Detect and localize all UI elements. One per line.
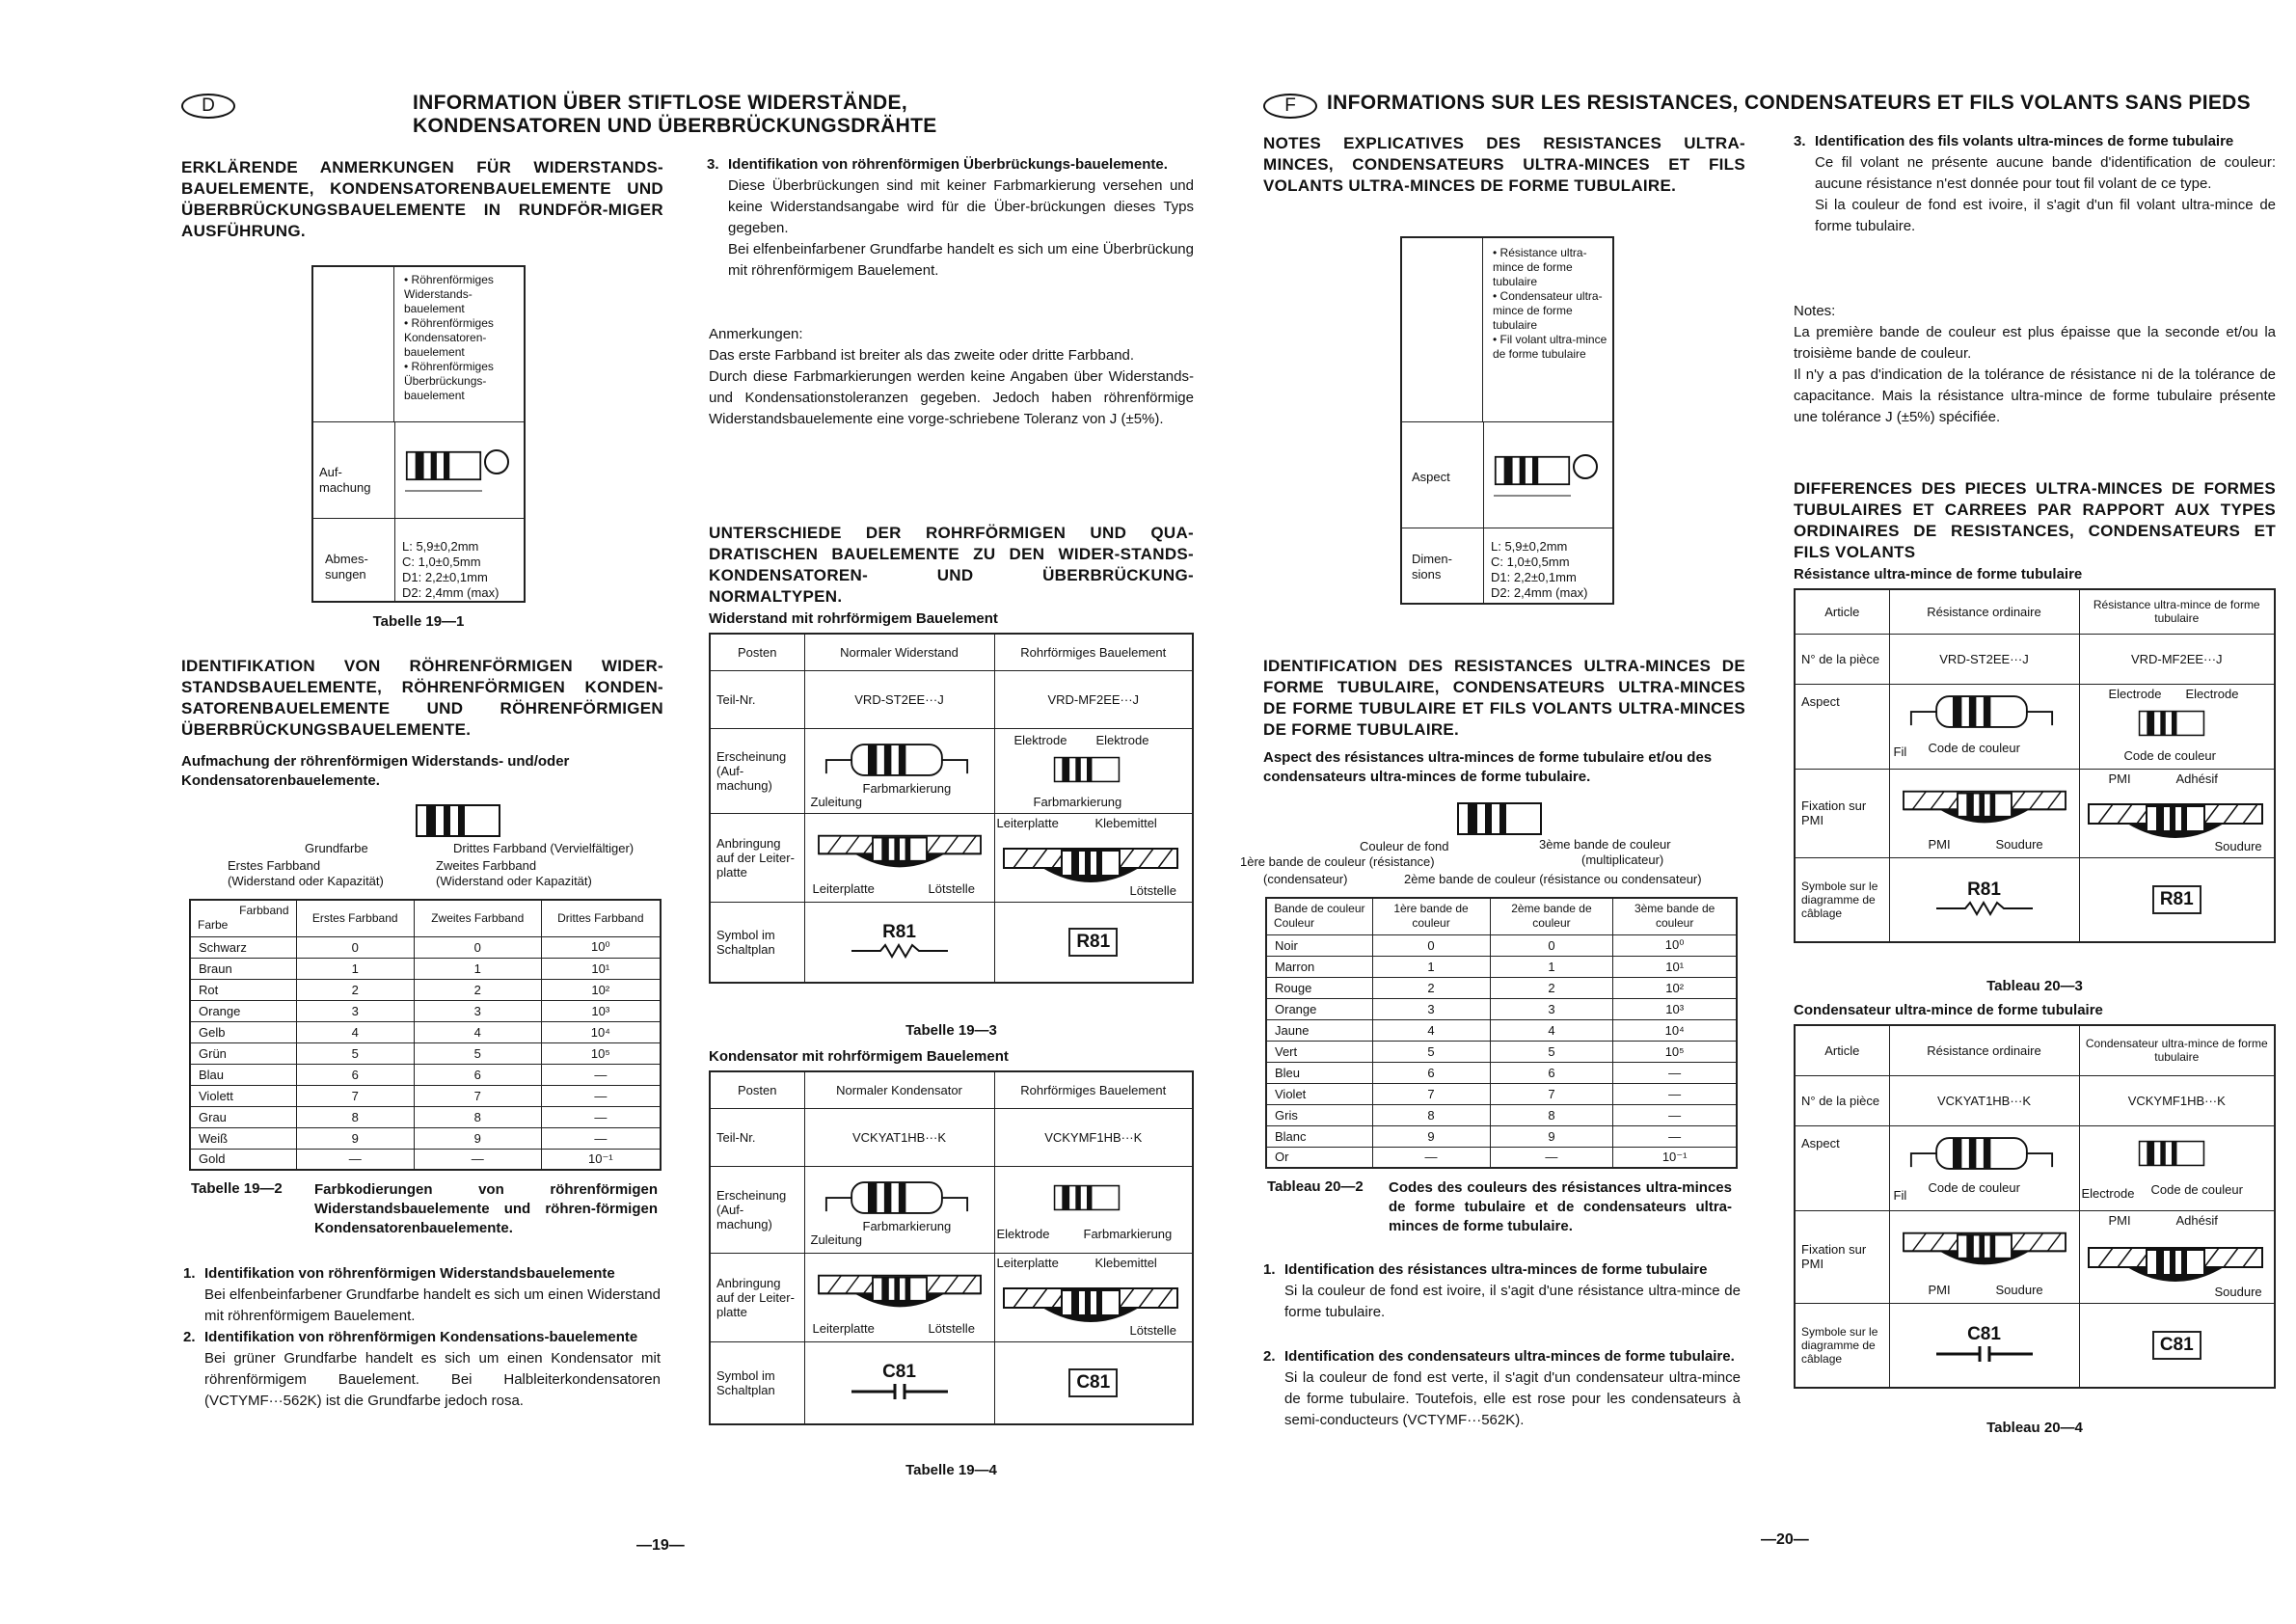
capacitor-symbol-label: C81 — [882, 1362, 916, 1383]
table-row — [190, 958, 661, 979]
table-cell: 10⁻¹ — [541, 1149, 661, 1170]
table-cell: — — [414, 1149, 541, 1170]
table-cell: 10² — [1613, 977, 1737, 998]
table-cell: — — [296, 1149, 414, 1170]
caption-table-19-1: Tabelle 19—1 — [372, 613, 465, 630]
table-cell: 9 — [1372, 1125, 1490, 1147]
color-table-header: Erstes Farbband — [296, 900, 414, 936]
table-cell: Schwarz — [190, 936, 296, 958]
normal-capacitor-drawing — [824, 1175, 969, 1223]
comparison-table-20-4: Article Résistance ordinaire Condensateur ultra-mince de forme tubulaire N° de la pièce VCKYAT1HB···K VCKYMF1HB···K Aspect Fil Code de couleur Electrode Code de couleur Fixation sur PMI PMI Soudure PMI Adhésif Soudure Symbole sur le diagramme de câblage C81 C81 — [1794, 1024, 2276, 1389]
table-20-1-row-aspect: Aspect — [1412, 470, 1450, 484]
table-cell: Rot — [190, 979, 296, 1000]
table-row — [190, 1021, 661, 1042]
caption-table-19-4: Tabelle 19—4 — [905, 1462, 997, 1478]
caption-table-19-2-text: Farbkodierungen von röhrenförmigen Widerstandsbauelemente und röhren-förmigen Kondensatorenbauelemente. — [314, 1181, 658, 1236]
table-cell: Noir — [1266, 934, 1372, 956]
table-cell: 9 — [296, 1127, 414, 1149]
table-cell: 8 — [1372, 1104, 1490, 1125]
heading-explanatory-notes: NOTES EXPLICATIVES DES RESISTANCES ULTRA-MINCES, CONDENSATEURS ULTRA-MINCES ET FILS VOLANTS ULTRA-MINCES DE FORME TUBULAIRE. — [1263, 134, 1745, 195]
color-table-header: Drittes Farbband — [541, 900, 661, 936]
comparison-table-20-3: Article Résistance ordinaire Résistance ultra-mince de forme tubulaire N° de la pièce VRD-ST2EE···J VRD-MF2EE···J Aspect Fil Code de couleur Electrode Electrode Code de couleur Fixation sur PMI PMI Soudure PMI Adhésif Soudure Symbole sur le diagramme de câblage R81 R81 — [1794, 588, 2276, 943]
resistor-symbol-label: R81 — [1967, 880, 2001, 901]
list-item-2: 2. Identifikation von röhrenförmigen Kondensations-bauelemente Bei grüner Grundfarbe handelt es sich um einen Kondensator mit röhrenförmigem Bauelement. Bei Halbleiterkondensatoren (VCTYMF···562K) ist die Grundfarbe jedoch rosa. — [183, 1329, 661, 1409]
table-cell: 8 — [1490, 1104, 1613, 1125]
table-row — [190, 1085, 661, 1106]
page-number: —19— — [636, 1537, 685, 1554]
label-third-band: Drittes Farbband (Vervielfältiger) — [453, 841, 635, 855]
color-code-table-20-2 — [1265, 897, 1738, 1169]
notes-block: Anmerkungen: Das erste Farbband ist breiter als das zweite oder dritte Farbband. Durch diese Farbmarkierungen werden keine Angaben über Widerstands- und Kondensationstoleranzen gegeben. Jedoch haben röhrenförmige Widerstandsbauelemente eine vorge-schriebene Toleranz von J (±5%). — [709, 326, 1194, 427]
table-cell: 3 — [414, 1000, 541, 1021]
table-row — [190, 1064, 661, 1085]
table-row — [1266, 1083, 1737, 1104]
table-cell: 2 — [1490, 977, 1613, 998]
table-cell: 1 — [1372, 956, 1490, 977]
color-band-tube-drawing — [415, 798, 501, 843]
table-20-1-types: • Résistance ultra-mince de forme tubulaire • Condensateur ultra-mince de forme tubulaire • Fil volant ultra-mince de forme tubulaire — [1493, 246, 1607, 361]
table-cell: Jaune — [1266, 1019, 1372, 1041]
table-cell: — — [1613, 1062, 1737, 1083]
table-cell: 9 — [414, 1127, 541, 1149]
table-cell: 10⁰ — [541, 936, 661, 958]
list-item-3: 3. Identifikation von röhrenförmigen Überbrückungs-bauelemente. Diese Überbrückungen sind mit keiner Farbmarkierung versehen und keine Widerstandsangabe wird für die Über-brückungen dieses Typs gegeben. Bei elfenbeinfarbener Grundfarbe handelt es sich um eine Überbrückung mit röhrenförmigem Bauelement. — [707, 156, 1194, 279]
table-cell: — — [1613, 1083, 1737, 1104]
label-first-band-sub: (condensateur) — [1263, 872, 1348, 886]
tubular-capacitor-drawing — [2138, 1136, 2205, 1171]
color-band-tube-drawing — [1456, 797, 1543, 841]
label-first-band: 1ère bande de couleur (résistance) — [1240, 854, 1435, 869]
heading-explanatory-notes: ERKLÄRENDE ANMERKUNGEN FÜR WIDERSTANDS-BAUELEMENTE, KONDENSATORENBAUELEMENTE UND ÜBERBRÜCKUNGSBAUELEMENTE IN RUNDFÖR-MIGER AUSFÜHRUNG. — [181, 158, 663, 240]
table-cell: 7 — [1372, 1083, 1490, 1104]
table-19-1 — [311, 265, 526, 603]
page-title-line2: KONDENSATOREN UND ÜBERBRÜCKUNGSDRÄHTE — [413, 115, 937, 137]
heading-identification: IDENTIFIKATION VON RÖHRENFÖRMIGEN WIDER-STANDSBAUELEMENTE, RÖHRENFÖRMIGEN KONDEN-SATORENBAUELEMENTE UND RÖHRENFÖRMIGEN ÜBERBRÜCKUNGSBAUELEMENTE. — [181, 657, 663, 739]
label-second-band-sub: (Widerstand oder Kapazität) — [436, 874, 592, 888]
caption-table-19-2-label: Tabelle 19—2 — [191, 1180, 283, 1197]
label-third-band: 3ème bande de couleur — [1539, 837, 1671, 852]
page-title: INFORMATIONS SUR LES RESISTANCES, CONDENSATEURS ET FILS VOLANTS SANS PIEDS — [1327, 92, 2251, 114]
tubular-capacitor-symbol: C81 — [1068, 1368, 1118, 1397]
table-cell: Weiß — [190, 1127, 296, 1149]
label-first-band-sub: (Widerstand oder Kapazität) — [228, 874, 384, 888]
normal-resistor-mounting — [813, 818, 986, 872]
label-second-band: Zweites Farbband — [436, 858, 537, 873]
table-row — [190, 936, 661, 958]
table-cell: — — [1372, 1147, 1490, 1168]
table-20-1 — [1400, 236, 1614, 605]
subheading-capacitor: Condensateur ultra-mince de forme tubulaire — [1794, 1002, 2103, 1018]
table-row — [190, 1106, 661, 1127]
normal-resistor-drawing — [824, 737, 969, 785]
notes-block: Notes: La première bande de couleur est plus épaisse que la seconde et/ou la troisième bande de couleur. Il n'y a pas d'indication de la tolérance de résistance ni de la tolérance de capacitance. Mais la résistance ultra-mince de forme tubulaire présente une tolérance J (±5%) spécifiée. — [1794, 303, 2276, 425]
tube-dimension-drawing — [405, 441, 511, 499]
tubular-resistor-symbol: R81 — [2152, 885, 2201, 914]
table-cell: 8 — [296, 1106, 414, 1127]
caption-table-20-2-text: Codes des couleurs des résistances ultra-minces de forme tubulaire et de condensateurs ultra-minces de forme tubulaire. — [1389, 1179, 1732, 1234]
label-third-band-sub: (multiplicateur) — [1581, 853, 1664, 867]
table-cell: 6 — [296, 1064, 414, 1085]
color-code-table-19-2 — [189, 899, 662, 1171]
language-badge: D — [181, 94, 235, 119]
table-row — [190, 1042, 661, 1064]
table-cell: 10² — [541, 979, 661, 1000]
table-cell: 6 — [414, 1064, 541, 1085]
table-cell: 1 — [414, 958, 541, 979]
table-cell: Grün — [190, 1042, 296, 1064]
table-row — [1266, 1041, 1737, 1062]
table-cell: 10⁴ — [541, 1021, 661, 1042]
table-cell: 3 — [1490, 998, 1613, 1019]
table-cell: 7 — [414, 1085, 541, 1106]
table-cell: Gold — [190, 1149, 296, 1170]
table-20-1-dimensions: L: 5,9±0,2mm C: 1,0±0,5mm D1: 2,2±0,1mm D2: 2,4mm (max) — [1491, 539, 1588, 600]
table-cell: Gris — [1266, 1104, 1372, 1125]
table-cell: 7 — [296, 1085, 414, 1106]
table-cell: 10¹ — [541, 958, 661, 979]
table-cell: 9 — [1490, 1125, 1613, 1147]
table-cell: — — [541, 1085, 661, 1106]
table-cell: 4 — [414, 1021, 541, 1042]
table-cell: Orange — [1266, 998, 1372, 1019]
table-cell: Braun — [190, 958, 296, 979]
table-cell: Blanc — [1266, 1125, 1372, 1147]
table-20-1-row-dimensions: Dimen-sions — [1412, 552, 1452, 582]
table-row — [1266, 956, 1737, 977]
normal-capacitor-drawing — [1909, 1130, 2054, 1178]
color-table-corner: Bande de couleur Couleur — [1266, 898, 1372, 934]
table-cell: — — [541, 1106, 661, 1127]
table-cell: 0 — [1490, 934, 1613, 956]
table-cell: 0 — [296, 936, 414, 958]
table-cell: 5 — [1490, 1041, 1613, 1062]
subheading-resistor: Résistance ultra-mince de forme tubulaire — [1794, 566, 2083, 582]
table-cell: 2 — [414, 979, 541, 1000]
table-cell: 8 — [414, 1106, 541, 1127]
table-cell: 10³ — [541, 1000, 661, 1021]
list-item-1: 1. Identification des résistances ultra-minces de forme tubulaire Si la couleur de fond est ivoire, il s'agit d'une résistance ultra-mince de forme tubulaire. — [1263, 1261, 1741, 1320]
color-table-header: 3ème bande de couleur — [1613, 898, 1737, 934]
table-cell: — — [1613, 1104, 1737, 1125]
resistor-symbol-label: R81 — [882, 922, 916, 943]
table-cell: 6 — [1372, 1062, 1490, 1083]
table-cell: 0 — [414, 936, 541, 958]
normal-resistor-mounting — [1898, 773, 2071, 827]
resistor-symbol — [1936, 901, 2033, 916]
table-row — [1266, 934, 1737, 956]
tubular-resistor-symbol: R81 — [1068, 928, 1118, 957]
table-row — [1266, 1104, 1737, 1125]
language-badge: F — [1263, 94, 1317, 119]
table-cell: 10⁵ — [541, 1042, 661, 1064]
table-row — [190, 1149, 661, 1170]
table-cell: 5 — [414, 1042, 541, 1064]
color-table-header: 1ère bande de couleur — [1372, 898, 1490, 934]
table-cell: 5 — [1372, 1041, 1490, 1062]
list-item-3: 3. Identification des fils volants ultra-minces de forme tubulaire Ce fil volant ne présente aucune bande d'identification de couleur: aucune résistance n'est donnée pour tout fil volant de ce type. Si la couleur de fond est ivoire, il s'agit d'un fil volant ultra-mince de forme tubulaire. — [1794, 133, 2276, 234]
tubular-capacitor-mounting — [2084, 1229, 2267, 1286]
table-19-1-row-abmessungen: Abmes-sungen — [325, 552, 368, 582]
table-row — [1266, 998, 1737, 1019]
comparison-table-19-3: Posten Normaler Widerstand Rohrförmiges Bauelement Teil-Nr. VRD-ST2EE···J VRD-MF2EE···J Erscheinung (Auf-machung) Farbmarkierung Zuleitung Elektrode Elektrode Farbmarkierung Anbringung auf der Leiter-platte Leiterplatte Lötstelle Leiterplatte Klebemittel Lötstelle Symbol im Schaltplan R81 R81 — [709, 633, 1194, 984]
table-cell: — — [541, 1064, 661, 1085]
page-title-line1: INFORMATION ÜBER STIFTLOSE WIDERSTÄNDE, — [413, 92, 907, 114]
table-cell: — — [1490, 1147, 1613, 1168]
caption-table-19-3: Tabelle 19—3 — [905, 1022, 997, 1039]
table-cell: Violet — [1266, 1083, 1372, 1104]
table-row — [190, 1127, 661, 1149]
heading-identification: IDENTIFICATION DES RESISTANCES ULTRA-MINCES DE FORME TUBULAIRE, CONDENSATEURS ULTRA-MINCES DE FORME TUBULAIRE ET FILS VOLANTS ULTRA-MINCES DE FORME TUBULAIRE. — [1263, 657, 1745, 739]
resistor-symbol — [851, 943, 948, 959]
heading-differences: UNTERSCHIEDE DER ROHRFÖRMIGEN UND QUA-DRATISCHEN BAUELEMENTE ZU DEN WIDER-STANDS- KONDENSATOREN- UND ÜBERBRÜCKUNG-NORMALTYPEN. — [709, 524, 1194, 606]
color-table-corner: Farbband Farbe — [190, 900, 296, 936]
table-cell: Violett — [190, 1085, 296, 1106]
tubular-resistor-mounting — [2084, 785, 2267, 843]
label-base-color: Couleur de fond — [1360, 839, 1449, 853]
table-cell: Rouge — [1266, 977, 1372, 998]
table-cell: Vert — [1266, 1041, 1372, 1062]
table-row — [190, 979, 661, 1000]
label-base-color: Grundfarbe — [305, 841, 368, 855]
table-cell: Grau — [190, 1106, 296, 1127]
color-table-header: Zweites Farbband — [414, 900, 541, 936]
table-cell: 1 — [1490, 956, 1613, 977]
heading-differences: DIFFERENCES DES PIECES ULTRA-MINCES DE FORMES TUBULAIRES ET CARREES PAR RAPPORT AUX TYPES ORDINAIRES DE RESISTANCES, CONDENSATEURS ET FILS VOLANTS — [1794, 479, 2276, 561]
table-cell: 3 — [296, 1000, 414, 1021]
list-item-1: 1. Identifikation von röhrenförmigen Widerstandsbauelemente Bei elfenbeinfarbener Grundfarbe handelt es sich um einen Widerstand mit röhrenförmigem Bauelement. — [183, 1265, 661, 1324]
table-cell: 10¹ — [1613, 956, 1737, 977]
table-cell: 2 — [296, 979, 414, 1000]
tube-dimension-drawing — [1494, 446, 1600, 503]
table-cell: 6 — [1490, 1062, 1613, 1083]
table-cell: 2 — [1372, 977, 1490, 998]
tubular-capacitor-drawing — [1053, 1180, 1121, 1215]
tubular-resistor-drawing — [2138, 706, 2205, 741]
label-first-band: Erstes Farbband — [228, 858, 321, 873]
capacitor-symbol — [851, 1383, 948, 1400]
caption-table-20-4: Tableau 20—4 — [1986, 1420, 2083, 1436]
page-20 — [1148, 0, 2295, 1624]
table-row — [1266, 1019, 1737, 1041]
table-cell: 4 — [1490, 1019, 1613, 1041]
table-cell: 10⁻¹ — [1613, 1147, 1737, 1168]
subheading-aspect: Aspect des résistances ultra-minces de forme tubulaire et/ou des condensateurs ultra-minces de forme tubulaire. — [1263, 749, 1713, 785]
table-cell: Gelb — [190, 1021, 296, 1042]
table-cell: 10³ — [1613, 998, 1737, 1019]
table-cell: 10⁴ — [1613, 1019, 1737, 1041]
table-row — [1266, 1147, 1737, 1168]
table-cell: 1 — [296, 958, 414, 979]
table-cell: Blau — [190, 1064, 296, 1085]
table-cell: 3 — [1372, 998, 1490, 1019]
table-cell: 5 — [296, 1042, 414, 1064]
normal-resistor-drawing — [1909, 689, 2054, 737]
normal-capacitor-mounting — [1898, 1215, 2071, 1269]
table-19-1-types: • Röhrenförmiges Widerstands-bauelement • Röhrenförmiges Kondensatoren-bauelement • Röhrenförmiges Überbrückungs-bauelement — [404, 273, 494, 402]
table-row — [1266, 1062, 1737, 1083]
normal-capacitor-mounting — [813, 1258, 986, 1312]
subheading-aufmachung: Aufmachung der röhrenförmigen Widerstands- und/oder Kondensatorenbauelemente. — [181, 753, 570, 789]
table-cell: — — [541, 1127, 661, 1149]
table-19-1-dimensions: L: 5,9±0,2mm C: 1,0±0,5mm D1: 2,2±0,1mm D2: 2,4mm (max) — [402, 539, 500, 600]
table-cell: 10⁵ — [1613, 1041, 1737, 1062]
table-cell: — — [1613, 1125, 1737, 1147]
table-19-1-row-aufmachung: Auf-machung — [319, 465, 371, 495]
label-second-band: 2ème bande de couleur (résistance ou condensateur) — [1404, 872, 1702, 886]
capacitor-symbol-label: C81 — [1967, 1324, 2001, 1345]
page-number: —20— — [1761, 1531, 1809, 1548]
table-cell: 0 — [1372, 934, 1490, 956]
table-cell: Marron — [1266, 956, 1372, 977]
table-cell: Or — [1266, 1147, 1372, 1168]
tubular-resistor-drawing — [1053, 752, 1121, 787]
tubular-capacitor-symbol: C81 — [2152, 1331, 2201, 1360]
table-cell: 7 — [1490, 1083, 1613, 1104]
table-row — [190, 1000, 661, 1021]
table-row — [1266, 977, 1737, 998]
subheading-capacitor: Kondensator mit rohrförmigem Bauelement — [709, 1048, 1009, 1065]
capacitor-symbol — [1936, 1345, 2033, 1363]
table-cell: 4 — [1372, 1019, 1490, 1041]
table-cell: Bleu — [1266, 1062, 1372, 1083]
subheading-resistor: Widerstand mit rohrförmigem Bauelement — [709, 610, 998, 627]
list-item-2: 2. Identification des condensateurs ultra-minces de forme tubulaire. Si la couleur de fond est verte, il s'agit d'un condensateur ultra-mince de forme tubulaire. Toutefois, elle est rose pour les condensateurs à semi-conducteurs (VCTYMF···562K). — [1263, 1348, 1741, 1428]
color-table-header: 2ème bande de couleur — [1490, 898, 1613, 934]
table-cell: 10⁰ — [1613, 934, 1737, 956]
comparison-table-19-4: Posten Normaler Kondensator Rohrförmiges Bauelement Teil-Nr. VCKYAT1HB···K VCKYMF1HB···K Erscheinung (Auf-machung) Farbmarkierung Zuleitung Elektrode Farbmarkierung Anbringung auf der Leiter-platte Leiterplatte Lötstelle Leiterplatte Klebemittel Lötstelle Symbol im Schaltplan C81 C81 — [709, 1070, 1194, 1425]
table-cell: 4 — [296, 1021, 414, 1042]
table-row — [1266, 1125, 1737, 1147]
table-cell: Orange — [190, 1000, 296, 1021]
caption-table-20-2-label: Tableau 20—2 — [1267, 1178, 1364, 1195]
caption-table-20-3: Tableau 20—3 — [1986, 978, 2083, 994]
